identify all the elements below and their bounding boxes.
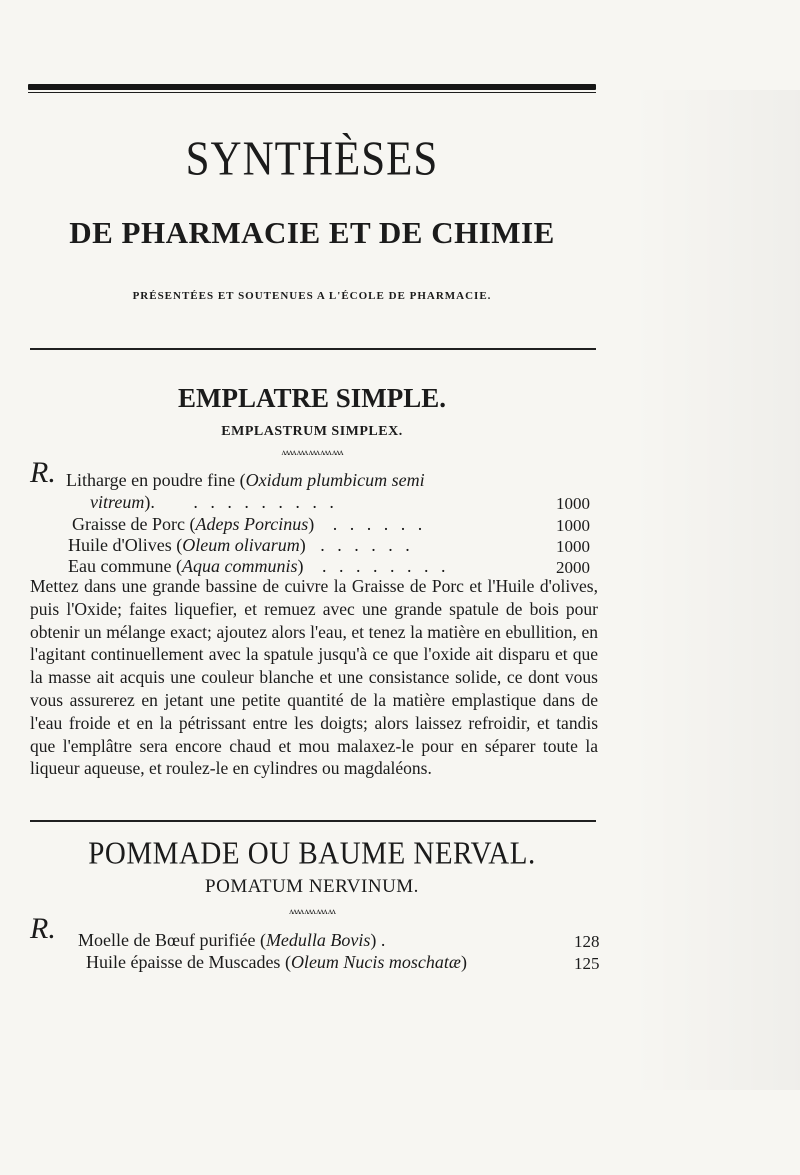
section2-latin-title: POMATUM NERVINUM. (205, 876, 419, 897)
section2-rx-symbol: R. (30, 912, 56, 945)
section2-ornament: ʌʌʌʌ ʌʌʌ ʌʌʌ ʌʌ (289, 906, 335, 916)
byline: PRÉSENTÉES ET SOUTENUES A L'ÉCOLE DE PHARMACIE. (132, 290, 492, 302)
ingredient-qty: 1000 (556, 516, 590, 535)
leader-dots: . . . . . . . . . (193, 492, 338, 512)
ingredient-name: Litharge en poudre fine ( (66, 470, 246, 490)
main-subtitle: DE PHARMACIE ET DE CHIMIE (69, 215, 555, 250)
section1-title: EMPLATRE SIMPLE. (177, 383, 447, 413)
ingredient-row-cont: vitreum). . . . . . . . . . (90, 492, 338, 512)
ingredient-qty: 125 (574, 954, 600, 973)
ingredient-row: Graisse de Porc (Adeps Porcinus) . . . . . . (72, 514, 427, 534)
ingredient-qty: 2000 (556, 558, 590, 577)
ingredient-qty: 1000 (556, 494, 590, 513)
section1-rx-symbol: R. (30, 456, 56, 489)
ingredient-latin: Oxidum plumbicum semi (245, 470, 425, 490)
ingredient-qty: 128 (574, 932, 600, 951)
ingredient-row: Huile épaisse de Muscades (Oleum Nucis moschatæ) (86, 952, 467, 972)
top-rule-thick (28, 84, 596, 90)
facing-page-shadow (630, 90, 800, 1090)
ingredient-row: Huile d'Olives (Oleum olivarum) . . . . . . (68, 535, 414, 555)
ingredient-latin-cont: vitreum (90, 492, 145, 512)
main-title: SYNTHÈSES (185, 133, 439, 186)
section1-latin-title: EMPLASTRUM SIMPLEX. (221, 424, 403, 439)
header-rule (30, 348, 596, 350)
ingredient-row: Eau commune (Aqua communis) . . . . . . . . (68, 556, 450, 576)
section-rule (30, 820, 596, 822)
section2-title: POMMADE OU BAUME NERVAL. (88, 836, 536, 872)
top-rule-thin (28, 92, 596, 93)
ingredient-row (66, 470, 425, 491)
ingredient-qty: 1000 (556, 537, 590, 556)
ingredient-row: Moelle de Bœuf purifiée (Medulla Bovis) . (78, 930, 386, 950)
instructions-paragraph: Mettez dans une grande bassine de cuivre la Graisse de Porc et l'Huile d'olives, puis l'Oxide; faites liquefier, et remuez avec une grande spatule de bois pour obtenir un mélange exact; ajoutez alors l'eau, et tenez la matière en ebullition, en l'agitant continuellement avec la spatule jusqu'à ce que l'oxide ait disparu et que la masse ait acquis une couleur blanche et une consistance solide, ce dont vous vous assurerez en jetant une petite quantité de la matière emplastique dans de l'eau froide et en la pétrissant entre les doigts; alors laissez refroidir, et tandis que l'emplâtre sera encore chaud et mou malaxez-le pour en séparer toute la liqueur aqueuse, et roulez-le en cylindres ou magdaléons. (30, 576, 598, 779)
section1-ornament: ʌʌʌʌ ʌʌʌ ʌʌʌ ʌʌʌ ʌʌʌ (281, 447, 343, 457)
